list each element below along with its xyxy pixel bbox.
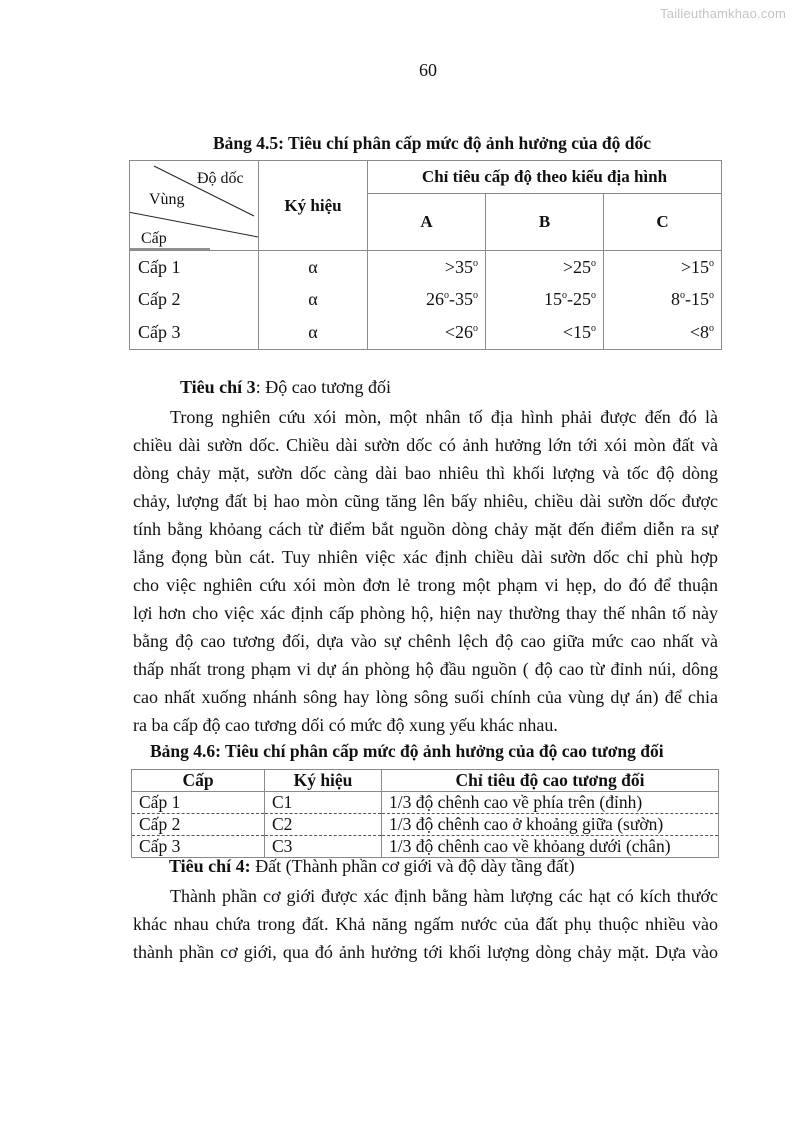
watermark: Tailieuthamkhao.com bbox=[660, 6, 786, 21]
symbol-header: Ký hiệu bbox=[259, 161, 368, 251]
criterion-3-paragraph: Trong nghiên cứu xói mòn, một nhân tố địa hình phải được đến đó là chiều dài sườn dốc. Chiều dài sườn dốc có ảnh hưởng lớn tới xói mòn đất và dòng chảy mặt, sườn dốc càng dài bao nhiêu thì khối lượng và tốc độ dòng chảy, lượng đất bị hao mòn cũng tăng lên bấy nhiêu, chiều dài sườn dốc được tính bằng khỏang cách từ điểm bắt nguồn dòng chảy mặt đến điểm diễn ra sự lắng đọng bùn cát. Tuy nhiên việc xác định chiều dài sườn dốc chỉ phù hợp cho việc nghiên cứu xói mòn đơn lẻ trong một phạm vi hẹp, do đó để thuận lợi hơn cho việc xác định cấp phòng hộ, hiện nay thường thay thế nhân tố này bằng độ cao tương đối, dựa vào sự chênh lệch độ cao giữa mức cao nhất và thấp nhất trong phạm vi dự án phòng hộ đầu nguồn ( độ cao từ đỉnh núi, dông cao nhất xuống nhánh sông hay lòng sông suối chính của vùng dự án) để chia ra ba cấp độ cao tương dối có mức độ xung yếu khác nhau. bbox=[133, 407, 718, 735]
column-header-c: C bbox=[604, 194, 722, 251]
value-c-cell: $>15^o$ bbox=[604, 251, 722, 284]
criterion-cell: 1/3 độ chênh cao về khỏang dưới (chân) bbox=[382, 836, 719, 858]
corner-label-region: Vùng bbox=[149, 191, 185, 208]
table-row bbox=[132, 792, 719, 814]
value-a-cell: $>35^o$ bbox=[368, 251, 486, 284]
value-c-cell: $<8^o$ bbox=[604, 315, 722, 350]
terrain-group-header: Chỉ tiêu cấp độ theo kiểu địa hình bbox=[368, 161, 722, 194]
column-header-b: B bbox=[486, 194, 604, 251]
table-row bbox=[130, 315, 722, 350]
value-b-cell: 15$^o$-25$^o$ bbox=[486, 283, 604, 315]
value-a-cell: 26$^o$-35$^o$ bbox=[368, 283, 486, 315]
table-row bbox=[130, 283, 722, 315]
table-4-6-caption: Bảng 4.6: Tiêu chí phân cấp mức độ ảnh hưởng của độ cao tương đối bbox=[150, 741, 664, 761]
value-c-cell: 8$^o$-15$^o$ bbox=[604, 283, 722, 315]
level-cell: Cấp 1 bbox=[130, 251, 259, 284]
table-header-row bbox=[132, 770, 719, 792]
criterion-cell: 1/3 độ chênh cao ở khoảng giữa (sườn) bbox=[382, 814, 719, 836]
criterion-4-paragraph: Thành phần cơ giới được xác định bằng hàm lượng các hạt có kích thước khác nhau chứa trong đất. Khả năng ngấm nước của đất phụ thuộc nhiều vào thành phần cơ giới, qua đó ảnh hưởng tới khối lượng dòng chảy mặt. Dựa vào bbox=[133, 886, 718, 962]
header-symbol: Ký hiệu bbox=[265, 770, 382, 792]
value-b-cell: $>25^o$ bbox=[486, 251, 604, 284]
symbol-cell: C1 bbox=[265, 792, 382, 814]
value-b-cell: $<15^o$ bbox=[486, 315, 604, 350]
table-row bbox=[130, 251, 722, 284]
corner-label-level: Cấp bbox=[141, 230, 167, 247]
level-cell: Cấp 2 bbox=[132, 814, 265, 836]
criterion-3-heading: Tiêu chí 3: Độ cao tương đối bbox=[180, 377, 391, 397]
level-cell: Cấp 3 bbox=[132, 836, 265, 858]
level-cell: Cấp 3 bbox=[130, 315, 259, 350]
criterion-4-heading: Tiêu chí 4: Đất (Thành phần cơ giới và độ dày tầng đất) bbox=[169, 856, 575, 876]
table-row bbox=[132, 836, 719, 858]
criterion-cell: 1/3 độ chênh cao về phía trên (đỉnh) bbox=[382, 792, 719, 814]
symbol-cell: C2 bbox=[265, 814, 382, 836]
page-number: 60 bbox=[419, 60, 437, 80]
slope-criteria-table bbox=[129, 160, 722, 350]
level-cell: Cấp 2 bbox=[130, 283, 259, 315]
header-level: Cấp bbox=[132, 770, 265, 792]
symbol-cell: α bbox=[259, 251, 368, 284]
symbol-cell: α bbox=[259, 315, 368, 350]
level-cell: Cấp 1 bbox=[132, 792, 265, 814]
header-criterion: Chỉ tiêu độ cao tương đối bbox=[382, 770, 719, 792]
relative-height-table bbox=[131, 769, 719, 858]
symbol-cell: C3 bbox=[265, 836, 382, 858]
corner-header-cell bbox=[130, 161, 259, 251]
table-4-5-caption: Bảng 4.5: Tiêu chí phân cấp mức độ ảnh hưởng của độ dốc bbox=[213, 133, 652, 153]
value-a-cell: $<26^o$ bbox=[368, 315, 486, 350]
corner-label-slope: Độ dốc bbox=[197, 170, 244, 187]
column-header-a: A bbox=[368, 194, 486, 251]
table-row bbox=[132, 814, 719, 836]
symbol-cell: α bbox=[259, 283, 368, 315]
